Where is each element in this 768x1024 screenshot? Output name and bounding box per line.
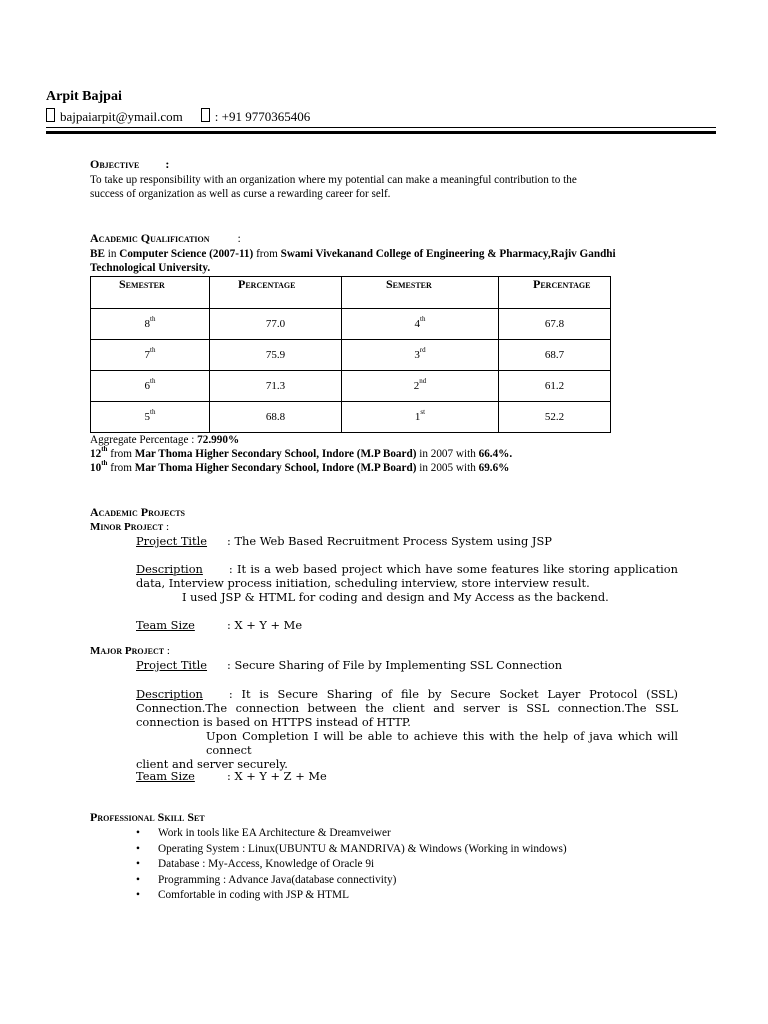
projects-heading: Academic Projects bbox=[90, 505, 186, 519]
table-header: Percentage bbox=[499, 277, 611, 309]
table-row: 7th 75.9 3rd 68.7 bbox=[91, 340, 611, 371]
list-item: • Operating System : Linux(UBUNTU & MANDRIVA) & Windows (Working in windows) bbox=[136, 842, 567, 858]
table-header: Semester bbox=[91, 277, 210, 309]
objective-heading: Objective : bbox=[90, 157, 170, 171]
academic-heading: Academic Qualification : bbox=[90, 231, 241, 245]
major-team-value: : X + Y + Z + Me bbox=[227, 769, 327, 783]
minor-title-row bbox=[136, 534, 207, 548]
aggregate-line: Aggregate Percentage : 72.990% bbox=[90, 434, 240, 446]
major-description: Description : It is Secure Sharing of file by Secure Socket Layer Protocol (SSL) Connection.The connection between the client and server is SSL connection.The SSL connection is based on HTTPS instead of HTTP. Upon Completion I will be able to achieve this with the help of java which will connect client and server securely. bbox=[136, 687, 678, 771]
phone-icon bbox=[201, 108, 210, 122]
minor-description: Description : It is a web based project which have some features like storing application bbox=[136, 562, 678, 576]
header-rule-thin bbox=[46, 127, 716, 128]
list-item: • Database : My-Access, Knowledge of Oracle 9i bbox=[136, 857, 567, 873]
minor-team-label: Team Size bbox=[136, 618, 195, 632]
email-text[interactable]: bajpaiarpit@ymail.com bbox=[60, 109, 183, 124]
contact-line bbox=[46, 108, 310, 125]
skills-list bbox=[136, 826, 567, 904]
minor-team-value: : X + Y + Me bbox=[227, 618, 303, 632]
table-header: Percentage bbox=[210, 277, 342, 309]
skills-heading: Professional Skill Set bbox=[90, 810, 205, 824]
objective-line-1: To take up responsibility with an organization where my potential can make a meaningful contribution to the bbox=[90, 174, 577, 186]
minor-desc-line-2: data, Interview process initiation, scheduling interview, store interview result. bbox=[136, 576, 590, 590]
objective-text bbox=[90, 173, 730, 201]
list-item: • Comfortable in coding with JSP & HTML bbox=[136, 888, 567, 904]
major-team-label: Team Size bbox=[136, 769, 195, 783]
header-rule-thick bbox=[46, 131, 716, 134]
table-header: Semester bbox=[342, 277, 499, 309]
minor-desc-line-3: I used JSP & HTML for coding and design and My Access as the backend. bbox=[182, 590, 609, 604]
twelfth-line: 12th from Mar Thoma Higher Secondary School, Indore (M.P Board) in 2007 with 66.4%. bbox=[90, 445, 513, 460]
table-row: 5th 68.8 1st 52.2 bbox=[91, 402, 611, 433]
candidate-name: Arpit Bajpai bbox=[46, 89, 122, 104]
table-header-row bbox=[91, 277, 611, 309]
minor-project-label: Minor Project : bbox=[90, 521, 170, 533]
table-row: 6th 71.3 2nd 61.2 bbox=[91, 371, 611, 402]
email-icon bbox=[46, 108, 55, 122]
minor-title-label: Project Title bbox=[136, 534, 208, 548]
tenth-line: 10th from Mar Thoma Higher Secondary School, Indore (M.P Board) in 2005 with 69.6% bbox=[90, 459, 510, 474]
list-item: • Work in tools like EA Architecture & Dreamveiwer bbox=[136, 826, 567, 842]
semester-table bbox=[90, 276, 611, 433]
phone-text: : +91 9770365406 bbox=[214, 109, 311, 124]
school-details bbox=[90, 433, 730, 475]
be-details: BE in Computer Science (2007-11) from Swami Vivekanand College of Engineering & Pharmacy,Rajiv Gandhi Technological University. bbox=[90, 248, 616, 274]
major-title-label: Project Title bbox=[136, 658, 208, 672]
major-title-value: : Secure Sharing of File by Implementing SSL Connection bbox=[227, 658, 563, 672]
minor-title-value: : The Web Based Recruitment Process System using JSP bbox=[227, 534, 552, 548]
major-project-label: Major Project : bbox=[90, 645, 170, 657]
list-item: • Programming : Advance Java(database connectivity) bbox=[136, 873, 567, 889]
objective-line-2: success of organization as well as curse a rewarding career for self. bbox=[90, 188, 391, 200]
table-row: 8th 77.0 4th 67.8 bbox=[91, 309, 611, 340]
